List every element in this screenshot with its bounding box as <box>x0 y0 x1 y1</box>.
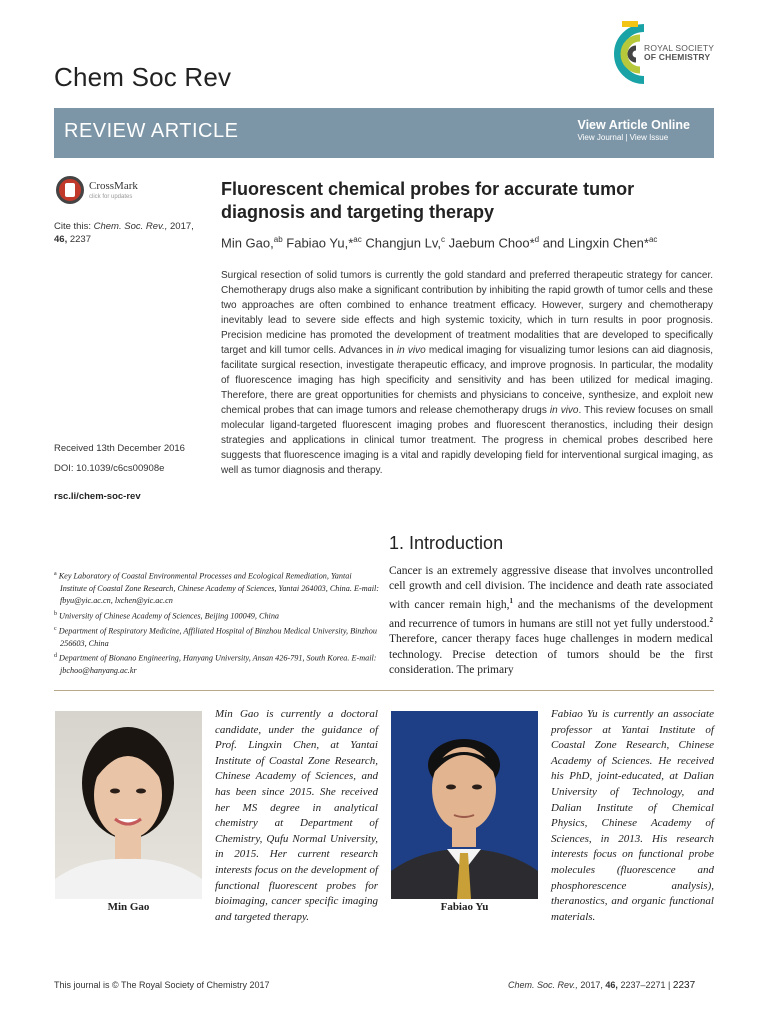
cite-volume: 46, <box>54 234 68 245</box>
footer-volume: 46, <box>605 980 618 990</box>
journal-url[interactable]: rsc.li/chem-soc-rev <box>54 491 141 502</box>
abstract-text: medical imaging for visualizing tumor lesions can aid diagnosis, facilitate surgical resection, investigate therapeutic efficacy, and improve prognosis. In particular, the modality of fluorescence imaging has high specificity and sensitivity and has been utilized for medical imaging. Therefore, there are great opportunities for chemists and physicians to conceive, synthesize, and exploit new chemical probes that can image tumors and release chemotherapy drugs <box>221 345 713 416</box>
intro-text: and the mechanisms of the development and recurrence of tumors in humans are still not yet fully understood. <box>389 599 713 631</box>
page-number: 2237 <box>672 980 696 991</box>
journal-title: Chem Soc Rev <box>54 62 232 92</box>
author-affil: ac <box>353 235 362 244</box>
footer-citation <box>508 980 695 991</box>
affiliation-item <box>54 608 380 623</box>
crossmark-label: CrossMark <box>89 180 138 192</box>
view-issue-link[interactable]: View Issue <box>629 133 669 142</box>
photo-caption-min-gao: Min Gao <box>107 901 150 913</box>
article-title: Fluorescent chemical probes for accurate tumor diagnosis and targeting therapy <box>221 179 635 222</box>
intro-text: Cancer is an extremely aggressive disease that involves uncontrolled cell growth and cell division. The incidence and death rate associated with cancer remain high, <box>389 565 713 612</box>
reference-link[interactable]: 1 <box>509 597 513 606</box>
article-type-banner <box>54 108 714 158</box>
affil-marker: b <box>54 610 57 617</box>
cite-label: Cite this: <box>54 221 91 232</box>
author-bio-min-gao: Min Gao is currently a doctoral candidate, under the guidance of Prof. Lingxin Chen, at Yantai Institute of Coastal Zone Research, Chinese Academy of Sciences, and has been since 2015. She received her MS degree in analytical chemistry at Department of Chemistry, Qufu Normal University, in 2015. Her current research interests focus on the development of functional fluorescent probes for bioimaging, cancer specific imaging and targeted therapy. <box>215 708 378 923</box>
footer-separator: | <box>668 980 671 990</box>
author-affil: ac <box>648 235 658 244</box>
doi[interactable]: DOI: 10.1039/c6cs00908e <box>54 463 165 474</box>
affiliation-item <box>54 568 380 608</box>
footer-year: 2017, <box>580 980 603 990</box>
footer-copyright: This journal is © The Royal Society of Chemistry 2017 <box>54 980 270 990</box>
author: Changjun Lv, <box>365 235 441 251</box>
affil-marker: a <box>54 571 57 577</box>
cite-year: 2017, <box>170 221 194 232</box>
crossmark-badge[interactable] <box>56 176 146 208</box>
abstract-italic: in vivo <box>549 405 579 416</box>
reference-link[interactable]: 2 <box>709 616 713 625</box>
rsc-logo-line2: OF CHEMISTRY <box>644 52 711 62</box>
affil-text: University of Chinese Academy of Sciences, Beijing 100049, China <box>59 611 280 621</box>
author: and Lingxin Chen* <box>542 235 649 251</box>
abstract-text: Surgical resection of solid tumors is currently the gold standard and preferred therapeutic strategy for cancer. Chemotherapy drugs also make a significant contribution by inhibiting the rapid growth of tumor cells and these two approaches are often combined to enhance treatment efficacy. However, surgery and chemotherapy inevitably lead to severe side effects and high systemic toxicity, which in turn results in poor prognosis. Precision medicine has promoted the development of treatment modalities that are developed to specifically target and kill tumor cells. Advances in <box>221 270 713 356</box>
introduction-paragraph <box>389 564 713 678</box>
rsc-logo <box>610 18 722 90</box>
author-affil: ab <box>273 235 283 244</box>
affil-marker: c <box>54 625 57 632</box>
author: Min Gao, <box>221 235 274 251</box>
affiliation-item <box>54 650 380 677</box>
author: Jaebum Choo* <box>448 235 535 251</box>
affiliations <box>54 568 380 677</box>
rsc-logo-line1: ROYAL SOCIETY <box>644 43 715 53</box>
article-type-label: REVIEW ARTICLE <box>64 120 239 142</box>
affil-marker: d <box>54 652 57 659</box>
affil-text: Department of Respiratory Medicine, Affiliated Hospital of Binzhou Medical University, Binzhou 256603, China <box>58 626 377 648</box>
received-date: Received 13th December 2016 <box>54 443 185 454</box>
crossmark-icon <box>56 176 84 204</box>
affil-text: Key Laboratory of Coastal Environmental Processes and Ecological Remediation, Yantai Institute of Coastal Zone Research, Chinese Academy of Sciences, Yantai 264003, China. E-mail: fbyu@yic.ac.cn, lxchen@yic.ac.cn <box>58 571 379 606</box>
citation-info <box>54 220 204 246</box>
view-article-online-link[interactable]: View Article Online <box>577 118 690 132</box>
abstract <box>221 268 713 478</box>
divider <box>54 690 714 691</box>
crossmark-sublabel: click for updates <box>89 194 133 200</box>
section-heading-introduction: 1. Introduction <box>389 533 504 553</box>
link-separator: | <box>625 133 628 142</box>
author-photo-min-gao <box>55 711 202 899</box>
cite-page: 2237 <box>69 234 91 245</box>
photo-caption-fabiao-yu: Fabiao Yu <box>440 901 489 913</box>
view-journal-link[interactable]: View Journal <box>577 133 624 142</box>
author: Fabiao Yu,* <box>286 235 354 251</box>
abstract-italic: in vivo <box>396 345 426 356</box>
footer-journal: Chem. Soc. Rev., <box>508 980 578 990</box>
author-affil: c <box>441 235 445 244</box>
affil-text: Department of Bionano Engineering, Hanyang University, Ansan 426-791, South Korea. E-mail: jbchoo@hanyang.ac.kr <box>59 653 377 676</box>
author-photo-fabiao-yu <box>391 711 538 899</box>
affiliation-item <box>54 623 380 650</box>
cite-journal: Chem. Soc. Rev., <box>93 221 168 232</box>
author-list <box>221 235 701 250</box>
author-affil: d <box>534 235 540 244</box>
abstract-text: . This review focuses on small molecular ligand-targeted fluorescent imaging probes and fluorescent theranostics, including their design strategies and applications in clinical tumor treatment. The progress in chemical probes described here suggests that fluorescence imaging is a vital and rapidly developing field for interventional surgical imaging, as well as tumor diagnosis and therapy. <box>221 405 713 476</box>
intro-text: Therefore, cancer therapy faces huge challenges in modern medical technology. Precise detection of tumors should be the first consideration. The primary <box>389 633 713 676</box>
author-bio-fabiao-yu: Fabiao Yu is currently an associate professor at Yantai Institute of Coastal Zone Research, Chinese Academy of Sciences. He received his PhD, joint-educated, at Dalian University of Technology, and Dalian Institute of Chemical Physics, Chinese Academy of Sciences, in 2013. His research interests focus on functional probe molecules (fluorescence and phosphorescence analysis), theranostics, and organic functional materials. <box>551 708 714 923</box>
footer-pages: 2237–2271 <box>620 980 666 990</box>
